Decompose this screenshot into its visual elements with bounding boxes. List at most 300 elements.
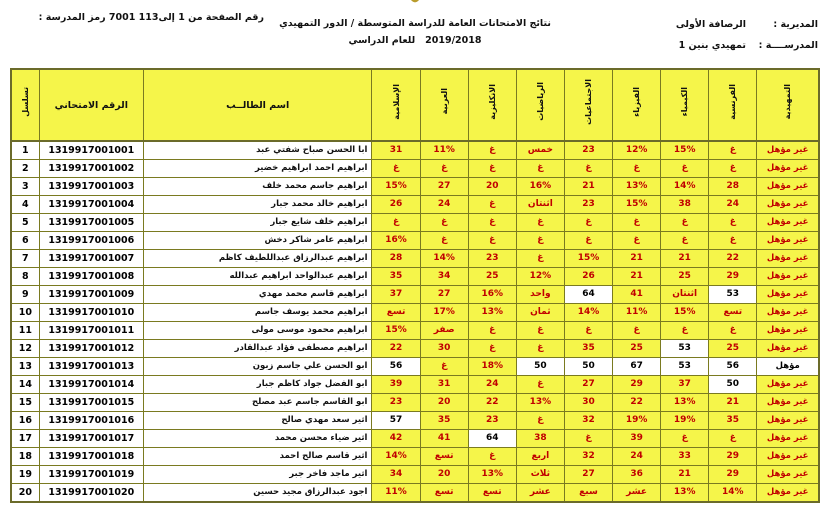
cell-grade-islamic: 14% (372, 448, 420, 466)
cell-sequence: 18 (11, 448, 39, 466)
cell-grade-english: غ (468, 196, 516, 214)
report-title-line2 (270, 33, 560, 48)
cell-grade-english: غ (468, 160, 516, 178)
cell-status: غير مؤهل (757, 196, 819, 214)
col-header-social: الاجتماعيات (564, 69, 612, 141)
col-header-english: الانكليزية (468, 69, 516, 141)
col-header-chemistry: الكيمياء (661, 69, 709, 141)
cell-student-name: ابو القاسم جاسم عبد مصلح (143, 394, 372, 412)
directorate-value: الرصافة الأولى (675, 19, 746, 30)
report-title-line1: نتائج الامتحانات العامة للدراسة المتوسطة / الدور التمهيدي (279, 18, 551, 29)
cell-grade-math: 38 (516, 430, 564, 448)
cell-grade-french: 29 (709, 268, 757, 286)
cell-grade-physics: 29 (613, 376, 661, 394)
cell-exam-number: 1319917001012 (39, 340, 143, 358)
cell-exam-number: 1319917001019 (39, 466, 143, 484)
cell-grade-arabic: غ (420, 160, 468, 178)
cell-grade-social: 32 (564, 412, 612, 430)
cell-grade-chemistry: 14% (661, 178, 709, 196)
cell-student-name: اثير ضياء محسن محمد (143, 430, 372, 448)
cell-status: غير مؤهل (757, 141, 819, 160)
cell-grade-physics: 11% (613, 304, 661, 322)
cell-grade-french: 53 (709, 286, 757, 304)
cell-exam-number: 1319917001020 (39, 484, 143, 503)
results-table (10, 68, 820, 503)
table-row (11, 141, 819, 160)
page-label: رقم الصفحة من (188, 12, 264, 23)
cell-grade-islamic: 42 (372, 430, 420, 448)
cell-exam-number: 1319917001004 (39, 196, 143, 214)
col-header-islamic: الإسلامية (372, 69, 420, 141)
table-row (11, 358, 819, 376)
cell-exam-number: 1319917001010 (39, 304, 143, 322)
cell-sequence: 2 (11, 160, 39, 178)
cell-exam-number: 1319917001015 (39, 394, 143, 412)
school-code-value: 7001 (108, 12, 136, 23)
cell-exam-number: 1319917001018 (39, 448, 143, 466)
cell-status: غير مؤهل (757, 430, 819, 448)
table-row (11, 160, 819, 178)
cell-grade-french: 24 (709, 196, 757, 214)
cell-grade-arabic: 14% (420, 250, 468, 268)
table-row (11, 214, 819, 232)
cell-grade-chemistry: غ (661, 322, 709, 340)
cell-status: غير مؤهل (757, 376, 819, 394)
cell-status: غير مؤهل (757, 466, 819, 484)
cell-grade-social: 64 (564, 286, 612, 304)
cell-grade-arabic: غ (420, 232, 468, 250)
cell-exam-number: 1319917001009 (39, 286, 143, 304)
cell-student-name: ابراهيم جاسم محمد خلف (143, 178, 372, 196)
table-body (11, 141, 819, 502)
cell-grade-chemistry: 21 (661, 250, 709, 268)
cell-student-name: اثير قاسم صالح احمد (143, 448, 372, 466)
cell-status: غير مؤهل (757, 322, 819, 340)
table-row (11, 412, 819, 430)
cell-grade-french: 56 (709, 358, 757, 376)
cell-status: غير مؤهل (757, 304, 819, 322)
page-to-label: إلى (158, 12, 175, 23)
cell-grade-physics: 25 (613, 340, 661, 358)
col-header-exam-number: الرقم الامتحاني (39, 69, 143, 141)
cell-grade-french: غ (709, 141, 757, 160)
cell-status: غير مؤهل (757, 250, 819, 268)
cell-grade-chemistry: 25 (661, 268, 709, 286)
cell-grade-math: غ (516, 340, 564, 358)
cell-grade-physics: 12% (613, 141, 661, 160)
cell-grade-social: غ (564, 214, 612, 232)
cell-grade-islamic: تسع (372, 304, 420, 322)
cell-grade-chemistry: 38 (661, 196, 709, 214)
cell-grade-arabic: 27 (420, 286, 468, 304)
cell-grade-chemistry: غ (661, 430, 709, 448)
cell-student-name: ابراهيم عبدالرزاق عبداللطيف كاظم (143, 250, 372, 268)
cell-grade-islamic: 23 (372, 394, 420, 412)
cell-grade-islamic: 15% (372, 322, 420, 340)
academic-year: 2019/2018 (425, 35, 482, 46)
cell-grade-islamic: 31 (372, 141, 420, 160)
cell-exam-number: 1319917001016 (39, 412, 143, 430)
cell-grade-arabic: 35 (420, 412, 468, 430)
table-row (11, 448, 819, 466)
cell-grade-french: 25 (709, 340, 757, 358)
cell-sequence: 14 (11, 376, 39, 394)
cell-student-name: ابراهيم مصطفى فؤاد عبدالقادر (143, 340, 372, 358)
cell-grade-islamic: 56 (372, 358, 420, 376)
cell-status: غير مؤهل (757, 286, 819, 304)
cell-grade-math: غ (516, 322, 564, 340)
cell-exam-number: 1319917001005 (39, 214, 143, 232)
cell-grade-english: 23 (468, 250, 516, 268)
cell-grade-french: 28 (709, 178, 757, 196)
col-header-french: الفرنسية (709, 69, 757, 141)
cell-grade-math: 12% (516, 268, 564, 286)
cell-grade-english: 16% (468, 286, 516, 304)
cell-grade-french: 50 (709, 376, 757, 394)
cell-sequence: 16 (11, 412, 39, 430)
cell-grade-english: غ (468, 448, 516, 466)
table-row (11, 250, 819, 268)
school-value: تمهيدي بنين 1 (678, 40, 746, 51)
cell-student-name: اثير سعد مهدي صالح (143, 412, 372, 430)
cell-sequence: 15 (11, 394, 39, 412)
cell-student-name: ابراهيم محمد يوسف جاسم (143, 304, 372, 322)
cell-grade-math: غ (516, 214, 564, 232)
cell-exam-number: 1319917001013 (39, 358, 143, 376)
cell-grade-chemistry: 19% (661, 412, 709, 430)
cell-student-name: ابو الحسن علي جاسم زبون (143, 358, 372, 376)
table-row (11, 268, 819, 286)
cell-exam-number: 1319917001001 (39, 141, 143, 160)
cell-grade-english: غ (468, 232, 516, 250)
table-row (11, 466, 819, 484)
cell-grade-social: 27 (564, 376, 612, 394)
cell-grade-social: سبع (564, 484, 612, 503)
cell-grade-chemistry: غ (661, 214, 709, 232)
directorate-row (568, 14, 818, 35)
page-number-group (139, 8, 264, 28)
cell-grade-social: 50 (564, 358, 612, 376)
col-header-student-name: اسم الطالــب (143, 69, 372, 141)
cell-status: غير مؤهل (757, 214, 819, 232)
table-row (11, 484, 819, 503)
cell-exam-number: 1319917001006 (39, 232, 143, 250)
page-header (0, 0, 830, 68)
cell-grade-french: غ (709, 322, 757, 340)
cell-grade-physics: غ (613, 214, 661, 232)
cell-status: غير مؤهل (757, 268, 819, 286)
cell-student-name: ابراهيم عامر شاكر دخش (143, 232, 372, 250)
cell-grade-physics: عشر (613, 484, 661, 503)
cell-grade-social: 23 (564, 141, 612, 160)
academic-year-label: للعام الدراسي (348, 35, 416, 46)
cell-grade-islamic: 15% (372, 178, 420, 196)
cell-exam-number: 1319917001014 (39, 376, 143, 394)
cell-student-name: ابراهيم خلف شايع جبار (143, 214, 372, 232)
cell-sequence: 5 (11, 214, 39, 232)
cell-grade-english: غ (468, 340, 516, 358)
cell-grade-math: ثمان (516, 304, 564, 322)
cell-grade-physics: غ (613, 160, 661, 178)
cell-status: غير مؤهل (757, 340, 819, 358)
cell-grade-physics: 13% (613, 178, 661, 196)
cell-sequence: 20 (11, 484, 39, 503)
cell-sequence: 7 (11, 250, 39, 268)
cell-grade-arabic: 11% (420, 141, 468, 160)
cell-grade-islamic: 39 (372, 376, 420, 394)
table-row (11, 196, 819, 214)
cell-grade-math: اربع (516, 448, 564, 466)
cell-exam-number: 1319917001007 (39, 250, 143, 268)
cell-grade-french: 21 (709, 394, 757, 412)
cell-grade-social: 35 (564, 340, 612, 358)
directorate-label: المديرية : (773, 19, 818, 30)
school-code-page-block (10, 8, 310, 28)
cell-student-name: اثير ماجد فاخر جبر (143, 466, 372, 484)
cell-grade-chemistry: 13% (661, 394, 709, 412)
cell-grade-math: غ (516, 376, 564, 394)
cell-grade-social: غ (564, 160, 612, 178)
cell-grade-french: غ (709, 214, 757, 232)
cell-grade-physics: 36 (613, 466, 661, 484)
cell-student-name: ابراهيم عبدالواحد ابراهيم عبدالله (143, 268, 372, 286)
cell-grade-math: 16% (516, 178, 564, 196)
cell-grade-english: غ (468, 214, 516, 232)
cell-grade-english: 22 (468, 394, 516, 412)
cell-grade-english: 18% (468, 358, 516, 376)
cell-grade-math: غ (516, 412, 564, 430)
cell-grade-arabic: 27 (420, 178, 468, 196)
cell-grade-math: غ (516, 232, 564, 250)
cell-sequence: 12 (11, 340, 39, 358)
cell-grade-social: غ (564, 430, 612, 448)
cell-grade-islamic: 34 (372, 466, 420, 484)
cell-grade-chemistry: 15% (661, 304, 709, 322)
col-header-status: التمهيدية (757, 69, 819, 141)
cell-grade-arabic: 17% (420, 304, 468, 322)
col-header-physics: الفيزياء (613, 69, 661, 141)
cell-grade-islamic: 22 (372, 340, 420, 358)
cell-grade-english: 20 (468, 178, 516, 196)
cell-grade-physics: 21 (613, 250, 661, 268)
table-row (11, 394, 819, 412)
cell-grade-english: 64 (468, 430, 516, 448)
cell-sequence: 6 (11, 232, 39, 250)
cell-grade-french: تسع (709, 304, 757, 322)
cell-grade-english: غ (468, 322, 516, 340)
cell-grade-french: 29 (709, 448, 757, 466)
cell-grade-math: 13% (516, 394, 564, 412)
cell-sequence: 10 (11, 304, 39, 322)
cell-grade-social: 15% (564, 250, 612, 268)
cell-grade-islamic: غ (372, 214, 420, 232)
cell-grade-social: 14% (564, 304, 612, 322)
cell-student-name: ابا الحسن صباح شفتي عبد (143, 141, 372, 160)
cell-grade-french: 29 (709, 466, 757, 484)
iraq-emblem-icon (398, 0, 432, 14)
cell-grade-french: غ (709, 430, 757, 448)
cell-sequence: 19 (11, 466, 39, 484)
cell-grade-physics: 24 (613, 448, 661, 466)
table-row (11, 340, 819, 358)
cell-grade-french: 35 (709, 412, 757, 430)
cell-status: غير مؤهل (757, 178, 819, 196)
cell-sequence: 17 (11, 430, 39, 448)
cell-status: غير مؤهل (757, 394, 819, 412)
cell-grade-physics: غ (613, 232, 661, 250)
cell-grade-chemistry: 53 (661, 340, 709, 358)
header-row (11, 69, 819, 141)
col-header-sequence: تسلسل (11, 69, 39, 141)
cell-grade-arabic: 31 (420, 376, 468, 394)
cell-status: غير مؤهل (757, 232, 819, 250)
table-head (11, 69, 819, 141)
cell-grade-social: 30 (564, 394, 612, 412)
cell-status: غير مؤهل (757, 160, 819, 178)
school-label: المدرســــة : (758, 40, 818, 51)
results-table-container (10, 68, 820, 503)
cell-grade-french: 22 (709, 250, 757, 268)
cell-grade-islamic: 16% (372, 232, 420, 250)
cell-grade-arabic: 30 (420, 340, 468, 358)
cell-grade-social: غ (564, 322, 612, 340)
cell-grade-physics: 41 (613, 286, 661, 304)
cell-grade-islamic: 37 (372, 286, 420, 304)
cell-sequence: 11 (11, 322, 39, 340)
cell-student-name: ابراهيم محمود موسى مولى (143, 322, 372, 340)
col-header-math: الرياضيات (516, 69, 564, 141)
cell-grade-islamic: 26 (372, 196, 420, 214)
cell-grade-chemistry: 37 (661, 376, 709, 394)
cell-grade-arabic: تسع (420, 448, 468, 466)
cell-grade-math: خمس (516, 141, 564, 160)
report-title-block (270, 16, 560, 48)
table-row (11, 178, 819, 196)
cell-grade-social: 23 (564, 196, 612, 214)
directorate-school-block (568, 14, 818, 56)
cell-student-name: ابراهيم قاسم محمد مهدي (143, 286, 372, 304)
cell-sequence: 4 (11, 196, 39, 214)
cell-exam-number: 1319917001002 (39, 160, 143, 178)
table-row (11, 322, 819, 340)
cell-grade-math: غ (516, 160, 564, 178)
cell-grade-french: غ (709, 160, 757, 178)
col-header-arabic: العربية (420, 69, 468, 141)
cell-grade-chemistry: اثنتان (661, 286, 709, 304)
cell-grade-physics: غ (613, 322, 661, 340)
cell-exam-number: 1319917001011 (39, 322, 143, 340)
cell-grade-english: 13% (468, 304, 516, 322)
cell-grade-arabic: صفر (420, 322, 468, 340)
page-from: 1 (178, 12, 185, 23)
cell-sequence: 1 (11, 141, 39, 160)
cell-grade-chemistry: 53 (661, 358, 709, 376)
cell-grade-islamic: غ (372, 160, 420, 178)
cell-grade-math: واحد (516, 286, 564, 304)
cell-status: مؤهل (757, 358, 819, 376)
table-row (11, 376, 819, 394)
cell-sequence: 8 (11, 268, 39, 286)
cell-grade-arabic: 20 (420, 466, 468, 484)
cell-sequence: 13 (11, 358, 39, 376)
cell-exam-number: 1319917001017 (39, 430, 143, 448)
cell-student-name: ابو الفضل جواد كاظم جبار (143, 376, 372, 394)
cell-grade-english: تسع (468, 484, 516, 503)
cell-grade-english: 23 (468, 412, 516, 430)
cell-grade-social: 21 (564, 178, 612, 196)
cell-grade-physics: 21 (613, 268, 661, 286)
cell-grade-math: غ (516, 250, 564, 268)
cell-exam-number: 1319917001008 (39, 268, 143, 286)
cell-grade-english: 13% (468, 466, 516, 484)
cell-exam-number: 1319917001003 (39, 178, 143, 196)
cell-grade-arabic: غ (420, 358, 468, 376)
cell-status: غير مؤهل (757, 448, 819, 466)
school-code-label: رمز المدرسة : (38, 12, 106, 23)
page-to: 113 (138, 12, 159, 23)
table-row (11, 232, 819, 250)
cell-grade-math: اثنتان (516, 196, 564, 214)
cell-grade-chemistry: غ (661, 160, 709, 178)
cell-student-name: ابراهيم خالد محمد جبار (143, 196, 372, 214)
cell-grade-islamic: 11% (372, 484, 420, 503)
cell-status: غير مؤهل (757, 412, 819, 430)
cell-grade-social: 26 (564, 268, 612, 286)
cell-grade-arabic: 24 (420, 196, 468, 214)
cell-grade-arabic: 41 (420, 430, 468, 448)
cell-grade-french: 14% (709, 484, 757, 503)
cell-grade-physics: 67 (613, 358, 661, 376)
cell-grade-arabic: تسع (420, 484, 468, 503)
cell-grade-english: غ (468, 141, 516, 160)
cell-grade-arabic: 34 (420, 268, 468, 286)
cell-grade-english: 25 (468, 268, 516, 286)
table-row (11, 430, 819, 448)
cell-status: غير مؤهل (757, 484, 819, 503)
cell-grade-physics: 39 (613, 430, 661, 448)
cell-grade-islamic: 57 (372, 412, 420, 430)
cell-grade-islamic: 28 (372, 250, 420, 268)
cell-grade-math: 50 (516, 358, 564, 376)
cell-grade-chemistry: 15% (661, 141, 709, 160)
cell-grade-islamic: 35 (372, 268, 420, 286)
cell-grade-arabic: غ (420, 214, 468, 232)
table-row (11, 304, 819, 322)
cell-grade-social: غ (564, 232, 612, 250)
cell-grade-social: 27 (564, 466, 612, 484)
cell-grade-english: 24 (468, 376, 516, 394)
cell-grade-french: غ (709, 232, 757, 250)
school-row (568, 35, 818, 56)
cell-grade-social: 32 (564, 448, 612, 466)
cell-grade-math: عشر (516, 484, 564, 503)
cell-sequence: 3 (11, 178, 39, 196)
cell-grade-arabic: 20 (420, 394, 468, 412)
cell-student-name: اجود عبدالرزاق مجيد حسين (143, 484, 372, 503)
cell-grade-physics: 19% (613, 412, 661, 430)
cell-sequence: 9 (11, 286, 39, 304)
cell-grade-physics: 15% (613, 196, 661, 214)
cell-student-name: ابراهيم احمد ابراهيم خضير (143, 160, 372, 178)
cell-grade-chemistry: 33 (661, 448, 709, 466)
cell-grade-math: ثلاث (516, 466, 564, 484)
cell-grade-chemistry: غ (661, 232, 709, 250)
cell-grade-chemistry: 21 (661, 466, 709, 484)
table-row (11, 286, 819, 304)
school-code-group (39, 8, 136, 28)
cell-grade-physics: 22 (613, 394, 661, 412)
cell-grade-chemistry: 13% (661, 484, 709, 503)
